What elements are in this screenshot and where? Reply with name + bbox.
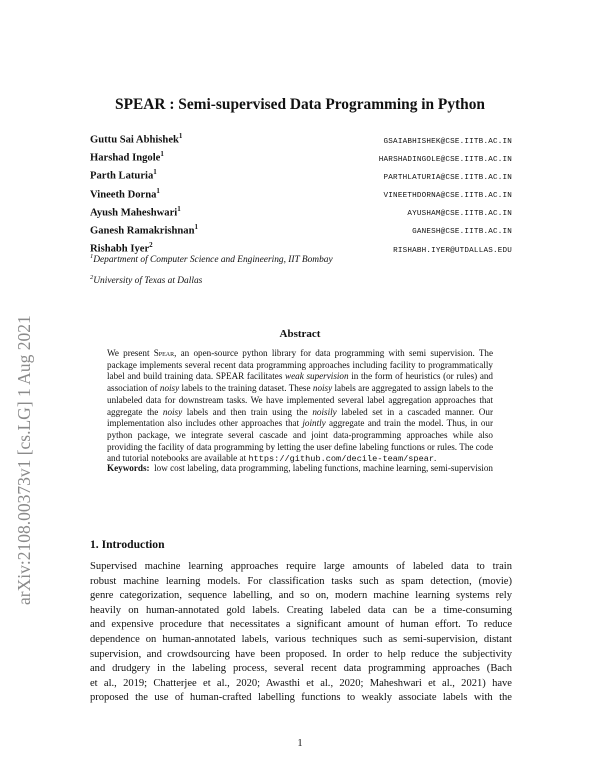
- author-email: GANESH@CSE.IITB.AC.IN: [412, 228, 512, 237]
- author-email: GSAIABHISHEK@CSE.IITB.AC.IN: [383, 137, 512, 146]
- author-row: [90, 150, 512, 168]
- section-heading: 1. Introduction: [90, 538, 165, 551]
- text-line: supervision, and crowdsourcing have been proposed. In order to help reduce the subjectivity: [90, 648, 512, 660]
- author-row: [90, 223, 512, 241]
- author-row: [90, 132, 512, 150]
- keywords: Keywords: low cost labeling, data programming, labeling functions, machine learning, semi-supervision: [107, 463, 493, 473]
- author-name: Vineeth Dorna$^1$: [90, 186, 160, 201]
- paper-title: SPEAR : Semi-supervised Data Programming in Python: [115, 96, 485, 113]
- author-email: RISHABH.IYER@UTDALLAS.EDU: [393, 246, 512, 255]
- text-line: et al., 2019; Chatterjee et al., 2020; Awasthi et al., 2020; Maheshwari et al., 2021) have: [90, 677, 512, 689]
- author-row: [90, 205, 512, 223]
- text-line: and expensive procedure that necessitates a significant amount of human effort. To reduce: [90, 619, 512, 631]
- author-name: Ganesh Ramakrishnan$^1$: [90, 222, 198, 237]
- abstract-heading: Abstract: [279, 328, 321, 340]
- text-line: genre categorization, sequence labelling, and so on, modern machine learning systems rely: [90, 590, 512, 602]
- repo-link[interactable]: https://github.com/decile-team/spear: [248, 454, 435, 465]
- author-name: Rishabh Iyer$^2$: [90, 241, 153, 255]
- abstract-text: We present Spear, an open-source python library for data programming with semi supervision. The package implements several recent data programming approaches including facility to programmatically label and build training data. SPEAR facilitates weak supervision in the form of heuristics (or rules) and association of noisy labels to the training dataset. These noisy labels are aggregated to assign labels to the unlabeled data for downstream tasks. We have implemented several label aggregation approaches that aggregate the noisy labels and then train using the noisily labeled set in a cascaded manner. Our implementation also includes other approaches that jointly aggregate and train the model. Thus, in our python package, we integrate several cascade and joint data-programming approaches while also providing the facility of data programming by letting the user define labeling functions or rules. The code and tutorial notebooks are available at https://github.com/decile-team/spear.: [107, 348, 494, 465]
- text-line: and drudgery in the labeling process, several recent data programming approaches (Bach: [90, 663, 512, 675]
- text-line: Supervised machine learning approaches require large amounts of labeled data to train: [90, 561, 512, 572]
- author-email: HARSHADINGOLE@CSE.IITB.AC.IN: [378, 155, 512, 164]
- arxiv-identifier: [4, 205, 40, 605]
- text-line: dependence on human-annotated labels, various techniques such as semi-supervision, distant: [90, 633, 512, 645]
- arxiv-id-text: arXiv:2108.00373v1 [cs.LG] 1 Aug 2021: [14, 315, 34, 605]
- affiliation: $^1$Department of Computer Science and Engineering, IIT Bombay: [90, 253, 333, 266]
- author-email: AYUSHAM@CSE.IITB.AC.IN: [407, 210, 512, 219]
- text-line: heavily on human-annotated gold labels. Creating labeled data can be a time-consuming: [90, 604, 512, 616]
- author-row: [90, 168, 512, 186]
- author-name: Parth Laturia$^1$: [90, 168, 157, 182]
- text-line: robust machine learning models. For classification tasks such as spam detection, (movie): [90, 575, 512, 587]
- author-list: [90, 132, 512, 259]
- affiliation: $^2$University of Texas at Dallas: [90, 274, 203, 287]
- author-email: PARTHLATURIA@CSE.IITB.AC.IN: [383, 173, 512, 182]
- author-email: VINEETHDORNA@CSE.IITB.AC.IN: [383, 192, 512, 201]
- text-line: proposed the use of human-crafted labelling functions to weakly associate labels with the: [90, 692, 512, 704]
- author-name: Guttu Sai Abhishek$^1$: [90, 132, 183, 146]
- introduction-text: [90, 560, 512, 706]
- author-name: Ayush Maheshwari$^1$: [90, 204, 181, 219]
- author-name: Harshad Ingole$^1$: [90, 150, 164, 164]
- author-row: [90, 187, 512, 205]
- page-number: 1: [297, 738, 303, 749]
